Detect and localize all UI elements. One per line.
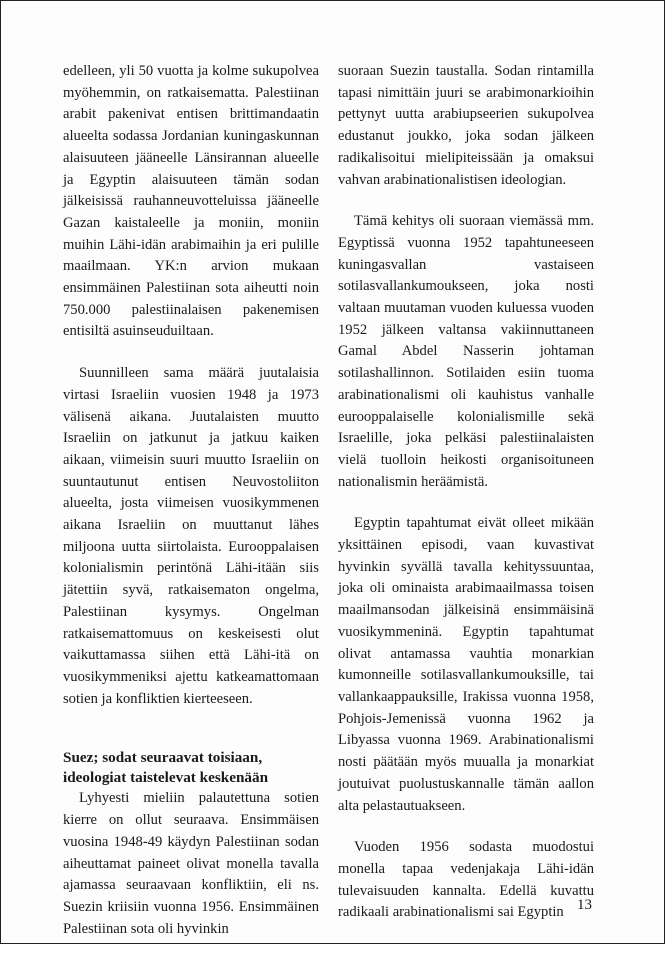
left-column [63, 61, 319, 960]
paragraph: Vuoden 1956 sodasta muodostui monella tapaa vedenjakaja Lähi-idän tulevaisuuden kannalta. Edellä kuvattu radikaali arabinationalismi sai Egyptin [338, 839, 594, 921]
section-heading: Suez; sodat seuraavat toisiaan, ideologiat taistelevat keskenään [63, 749, 269, 787]
page-number: 13 [577, 897, 592, 913]
paragraph: suoraan Suezin taustalla. Sodan rintamilla tapasi nimittäin juuri se arabimonarkioihin pettynyt uutta arabiupseerien sukupolvea edustanut joukko, joka sodan jälkeen radikalisoitui mielipiteissään ja omaksui vahvan arabinationalistisen ideologian. [338, 63, 594, 188]
paragraph: Egyptin tapahtumat eivät olleet mikään yksittäinen episodi, vaan kuvastivat hyvinkin syvällä tavalla kehityssuuntaa, joka oli ominaista arabimaailmassa toisen maailmansodan jälkeisinä ensimmäisinä vuosikymmeninä. Egyptin tapahtumat olivat antamassa vauhtia monarkian kumonneille sotilasvallankumouksille, tai vallankaappauksille, Irakissa vuonna 1958, Pohjois-Jemenissä vuonna 1962 ja Libyassa vuonna 1969. Arabinationalismi nosti päätään myös muualla ja monarkiat joutuivat puolustuskannalle tämän aallon alta pelastautuakseen. [338, 515, 594, 814]
right-column [338, 61, 594, 944]
paragraph: Lyhyesti mieliin palautettuna sotien kierre on ollut seuraava. Ensimmäisen vuosina 1948-49 käydyn Palestiinan sodan aiheuttamat paineet olivat monella tavalla ajamassa seuraavaan konfliktiin, eli ns. Suezin kriisiin vuonna 1956. Ensimmäinen Palestiinan sota oli hyvinkin [63, 790, 319, 937]
paragraph: edelleen, yli 50 vuotta ja kolme sukupolvea myöhemmin, on ratkaisematta. Palestiinan arabit pakenivat entisen brittimandaatin alueelta sodassa Jordanian kuningaskunnan alaisuuteen jääneelle Länsirannan alueelle ja Egyptin alaisuuteen tämän sodan jälkeisissä rauhanneuvotteluissa jääneelle Gazan kaistaleelle ja moniin, moniin muihin Lähi-idän arabimaihin ja eri pulille maailmaan. YK:n arvion mukaan ensimmäinen Palestiinan sota aiheutti noin 750.000 palestiinalaisen pakenemisen entisiltä asuinseuduiltaan. [63, 63, 319, 340]
paragraph: Tämä kehitys oli suoraan viemässä mm. Egyptissä vuonna 1952 tapahtuneeseen kuningasvallan vastaiseen sotilasvallankumoukseen, joka nosti valtaan muutaman vuoden kuluessa vuoden 1952 jälkeen valtansa vakiinnuttaneen Gamal Abdel Nasserin johtaman sotilashallinnon. Sotilaiden esiin tuoma arabinationalismi oli kauhistus vanhalle eurooppalaiselle kolonialismille sekä Israelille, joka pelkäsi palestiinalaisten vielä tuolloin heikosti organisoituneen nationalismin heräämistä. [338, 213, 594, 490]
section [63, 748, 319, 940]
paragraph: Suunnilleen sama määrä juutalaisia virtasi Israeliin vuosien 1948 ja 1973 välisenä aikana. Juutalaisten muutto Israeliin on jatkunut ja jatkuu kaiken aikaan, viimeisin suuri muutto Israeliin on suuntautunut entisen Neuvostoliiton alueelta, josta viimeisen vuosikymmenen aikana Israeliin on muuttanut lähes miljoona uutta siirtolaista. Eurooppalaisen kolonialismin perintönä Lähi-itään siis jätettiin syvä, ratkaisematon ongelma, Palestiinan kysymys. Ongelman ratkaisemattomuus on keskeisesti olut vaikuttamassa siihen että Lähi-itä on vuosikymmeniksi ajettu katkeamattomaan sotien ja konfliktien kierteeseen. [63, 365, 319, 707]
